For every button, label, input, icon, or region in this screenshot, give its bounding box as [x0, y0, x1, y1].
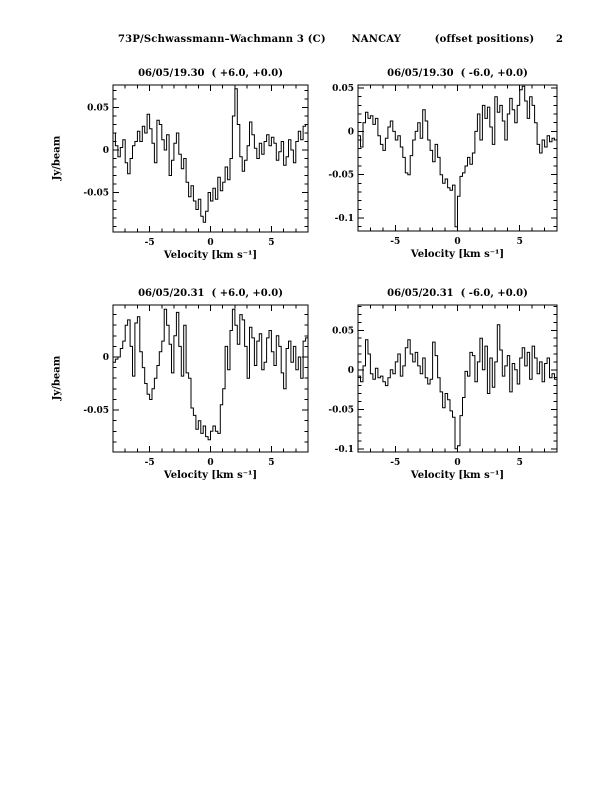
spectrum-panel-3	[67, 283, 316, 492]
spectrum-chart	[67, 283, 316, 492]
x-tick-label: 0	[454, 458, 461, 468]
spectrum-trace	[113, 309, 308, 440]
x-axis-label: Velocity [km s⁻¹]	[410, 249, 505, 260]
x-tick-label: 5	[268, 458, 275, 468]
page-number: 2	[555, 34, 564, 45]
chart-title: 06/05/19.30 ( -6.0, +0.0)	[387, 68, 528, 79]
chart-title: 06/05/20.31 ( -6.0, +0.0)	[387, 288, 528, 299]
header-telescope-name: NANCAY	[351, 34, 402, 45]
x-tick-label: 5	[268, 238, 275, 248]
header-note: (offset positions)	[434, 34, 535, 45]
y-tick-label: -0.05	[328, 405, 354, 416]
spectrum-chart	[67, 63, 316, 272]
y-tick-label: 0	[102, 353, 109, 363]
y-tick-label: 0	[102, 146, 109, 156]
spectrum-panel-1	[67, 63, 316, 272]
y-tick-label: -0.1	[334, 214, 354, 224]
x-axis-label: Velocity [km s⁻¹]	[410, 470, 505, 481]
chart-title: 06/05/20.31 ( +6.0, +0.0)	[138, 288, 283, 299]
x-tick-label: -5	[144, 458, 155, 468]
y-tick-label: -0.1	[334, 444, 354, 455]
page-header	[118, 34, 563, 45]
spectrum-panel-4	[312, 283, 565, 492]
spectrum-panel-2	[312, 63, 565, 271]
spectrum-trace	[113, 89, 308, 222]
x-tick-label: 0	[454, 237, 461, 247]
x-tick-label: 5	[516, 458, 523, 468]
chart-title: 06/05/19.30 ( +6.0, +0.0)	[138, 68, 283, 79]
y-tick-label: -0.05	[83, 406, 109, 417]
y-tick-label: 0.05	[332, 84, 354, 94]
x-tick-label: -5	[390, 458, 401, 468]
spectrum-trace	[358, 325, 557, 449]
x-tick-label: -5	[144, 238, 155, 248]
y-tick-label: -0.05	[83, 188, 109, 199]
y-tick-label: 0	[347, 127, 354, 138]
y-axis-label-bottom-left: Jy/beam	[51, 355, 63, 401]
spectrum-chart	[312, 63, 565, 271]
x-axis-label: Velocity [km s⁻¹]	[163, 250, 258, 261]
y-tick-label: -0.05	[328, 170, 354, 181]
y-tick-label: 0.05	[87, 103, 109, 114]
spectrum-trace	[358, 86, 557, 226]
header-object-name: 73P/Schwassmann–Wachmann 3 (C)	[118, 34, 326, 45]
x-tick-label: 0	[207, 458, 214, 468]
plot-frame	[113, 305, 308, 452]
y-tick-label: 0.05	[332, 326, 354, 337]
y-tick-label: 0	[347, 365, 354, 376]
y-axis-label-top-left: Jy/beam	[51, 135, 63, 181]
spectrum-chart	[312, 283, 565, 492]
x-axis-label: Velocity [km s⁻¹]	[163, 470, 258, 481]
x-tick-label: 5	[516, 237, 523, 247]
x-tick-label: 0	[207, 238, 214, 248]
x-tick-label: -5	[390, 237, 401, 247]
